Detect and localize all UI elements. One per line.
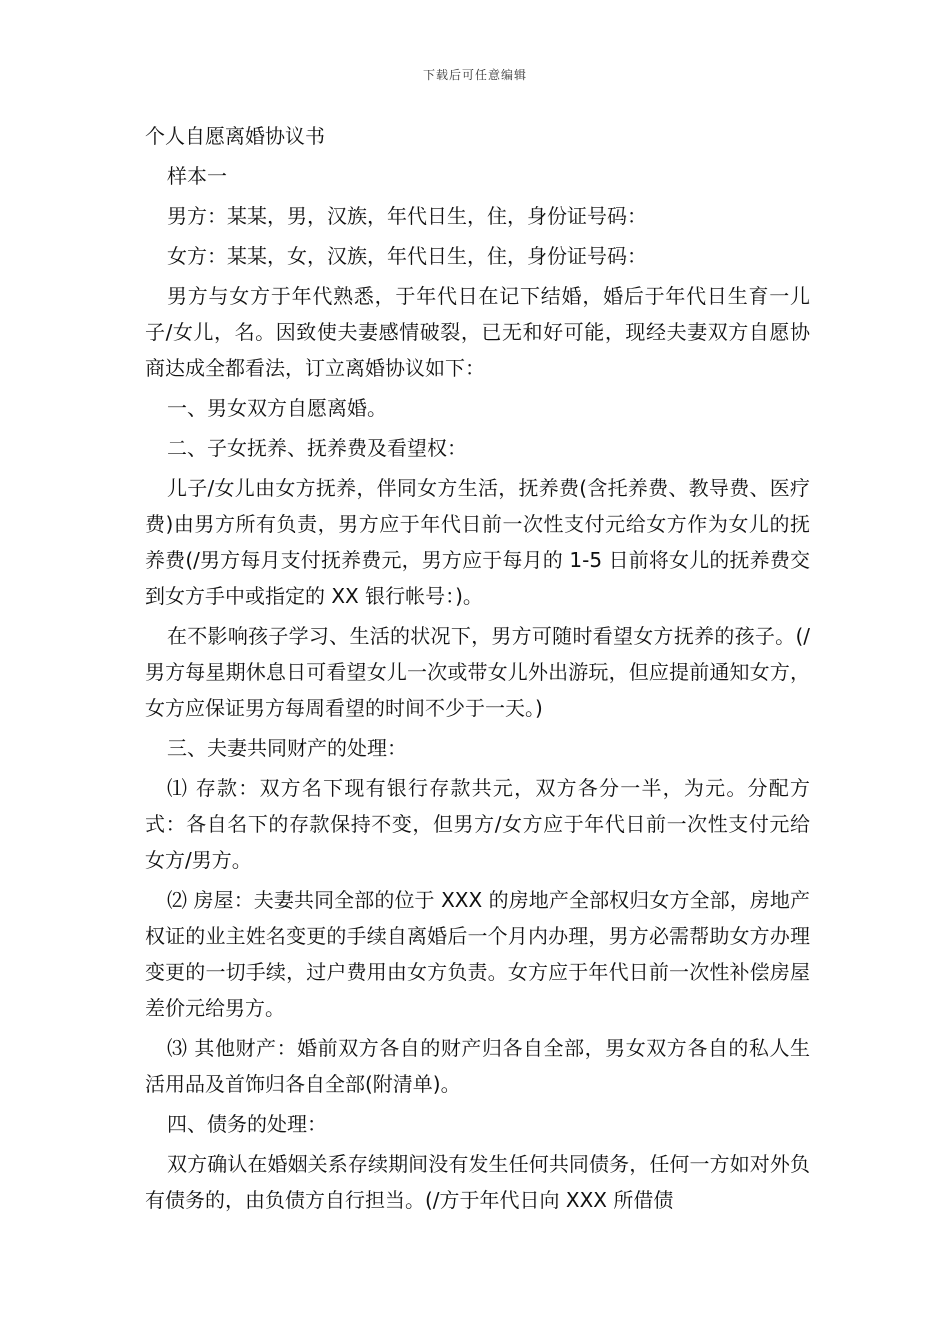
paragraph-female-party: 女方：某某，女，汉族，年代日生，住，身份证号码：	[167, 244, 647, 268]
paragraph-debts: 双方确认在婚姻关系存续期间没有发生任何共同债务，任何一方如对外负有债务的，由负债方自行担当。(/方于年代日向 XXX 所借债	[145, 1152, 810, 1212]
paragraph-section-two-heading: 二、子女抚养、抚养费及看望权：	[167, 436, 467, 460]
header-note: 下载后可任意编辑	[422, 68, 527, 82]
paragraph-male-party: 男方：某某，男，汉族，年代日生，住，身份证号码：	[167, 204, 647, 228]
paragraph-section-one: 一、男女双方自愿离婚。	[167, 396, 387, 420]
paragraph-background: 男方与女方于年代熟悉，于年代日在记下结婚，婚后于年代日生育一儿子/女儿，名。因致使夫妻感情破裂，已无和好可能，现经夫妻双方自愿协商达成全都看法，订立离婚协议如下：	[145, 284, 810, 380]
paragraph-house: ⑵ 房屋：夫妻共同全部的位于 XXX 的房地产全部权归女方全部，房地产权证的业主姓名变更的手续自离婚后一个月内办理，男方必需帮助女方办理变更的一切手续，过户费用由女方负责。女方应于年代日前一次性补偿房屋差价元给男方。	[145, 888, 810, 1020]
paragraph-child-support: 儿子/女儿由女方抚养，伴同女方生活，抚养费(含托养费、教导费、医疗费)由男方所有负责，男方应于年代日前一次性支付元给女方作为女儿的抚养费(/男方每月支付抚养费元，男方应于每月的 1-5 日前将女儿的抚养费交到女方手中或指定的 XX 银行帐号：)。	[145, 476, 810, 608]
paragraph-section-four-heading: 四、债务的处理：	[167, 1112, 327, 1136]
paragraph-deposits: ⑴ 存款：双方名下现有银行存款共元，双方各分一半，为元。分配方式：各自名下的存款保持不变，但男方/女方应于年代日前一次性支付元给女方/男方。	[145, 776, 810, 872]
paragraph-other-property: ⑶ 其他财产：婚前双方各自的财产归各自全部，男女双方各自的私人生活用品及首饰归各自全部(附清单)。	[145, 1036, 810, 1096]
document-title: 个人自愿离婚协议书	[145, 124, 325, 148]
paragraph-sample-label: 样本一	[167, 164, 227, 188]
paragraph-section-three-heading: 三、夫妻共同财产的处理：	[167, 736, 407, 760]
paragraph-visitation: 在不影响孩子学习、生活的状况下，男方可随时看望女方抚养的孩子。(/男方每星期休息日可看望女儿一次或带女儿外出游玩，但应提前通知女方，女方应保证男方每周看望的时间不少于一天。)	[145, 624, 810, 720]
document-body	[145, 118, 810, 1222]
